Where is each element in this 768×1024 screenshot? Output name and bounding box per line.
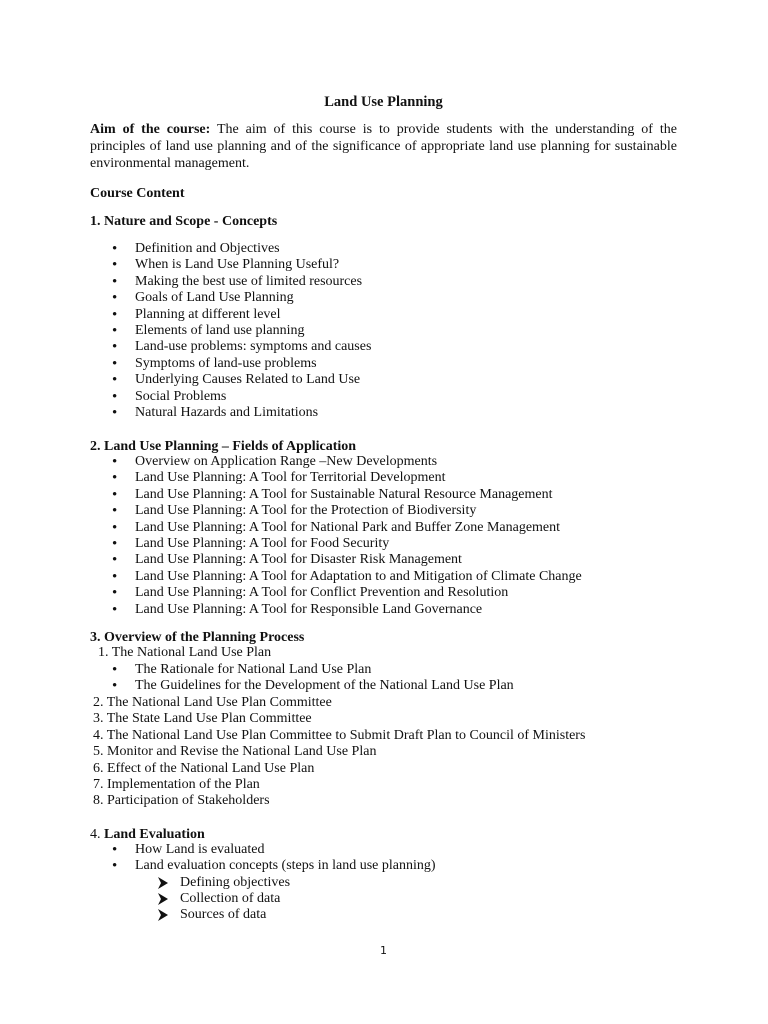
page-number: 1 — [380, 944, 387, 957]
list-item: • Land evaluation concepts (steps in land use planning) — [90, 858, 436, 874]
list-item: 4. The National Land Use Plan Committee to Submit Draft Plan to Council of Ministers — [93, 727, 586, 743]
list-item — [90, 891, 290, 907]
course-content-heading: Course Content — [90, 186, 185, 201]
list-item: • Social Problems — [90, 389, 371, 405]
list-item: • Natural Hazards and Limitations — [90, 405, 371, 421]
section-3-rest — [93, 695, 585, 810]
list-item: • Goals of Land Use Planning — [90, 290, 371, 306]
list-item: 3. The State Land Use Plan Committee — [93, 711, 312, 727]
list-item: 6. Effect of the National Land Use Plan — [93, 760, 315, 776]
section-4-list — [90, 842, 436, 875]
sub-item-label: Defining objectives — [180, 875, 291, 890]
document-title: Land Use Planning — [324, 94, 443, 110]
list-item: • Definition and Objectives — [90, 241, 371, 257]
list-item: 2. The National Land Use Plan Committee — [93, 695, 332, 710]
aim-text: The aim of this course is to provide students with the understanding of the principles of land use planning and of the significance of appropriate land use planning for sustainable environmental management. — [90, 122, 677, 171]
section-4-number: 4. — [90, 827, 101, 842]
list-item: • Land Use Planning: A Tool for the Protection of Biodiversity — [90, 503, 582, 519]
list-item — [90, 875, 290, 891]
section-1-heading: 1. Nature and Scope - Concepts — [90, 214, 278, 229]
list-item: • Land Use Planning: A Tool for Responsible Land Governance — [90, 602, 582, 618]
list-item: • Land-use problems: symptoms and causes — [90, 339, 371, 355]
list-item: • Land Use Planning: A Tool for Food Security — [90, 536, 582, 552]
list-item: • Elements of land use planning — [90, 323, 371, 339]
document-page — [90, 0, 677, 1024]
aim-label: Aim of the course: — [90, 122, 211, 137]
section-4-heading — [90, 826, 205, 843]
list-item: • Land Use Planning: A Tool for National Park and Buffer Zone Management — [90, 520, 582, 536]
arrowhead-bullet-icon — [157, 877, 169, 889]
list-item: • Land Use Planning: A Tool for Adaptation to and Mitigation of Climate Change — [90, 569, 582, 585]
list-item: • Land Use Planning: A Tool for Territorial Development — [90, 470, 582, 486]
list-item: • Land Use Planning: A Tool for Conflict Prevention and Resolution — [90, 585, 582, 601]
section-4-sublist — [90, 875, 290, 924]
section-3-heading: 3. Overview of the Planning Process — [90, 630, 305, 645]
list-item: 5. Monitor and Revise the National Land Use Plan — [93, 744, 377, 760]
arrowhead-bullet-icon — [157, 909, 169, 921]
section-4-title: Land Evaluation — [104, 827, 205, 842]
list-item: • Underlying Causes Related to Land Use — [90, 372, 371, 388]
section-3-item-1: 1. The National Land Use Plan — [98, 645, 272, 660]
list-item: • Land Use Planning: A Tool for Sustainable Natural Resource Management — [90, 487, 582, 503]
arrowhead-bullet-icon — [157, 893, 169, 905]
list-item: • Overview on Application Range –New Developments — [90, 454, 582, 470]
section-3-sublist — [90, 662, 514, 695]
list-item: • How Land is evaluated — [90, 842, 436, 858]
section-2-heading: 2. Land Use Planning – Fields of Application — [90, 439, 357, 454]
list-item: • Land Use Planning: A Tool for Disaster Risk Management — [90, 552, 582, 568]
section-1-list — [90, 241, 371, 421]
sub-item-label: Collection of data — [180, 891, 281, 907]
list-item: 7. Implementation of the Plan — [93, 777, 260, 793]
list-item — [90, 907, 290, 923]
course-aim — [90, 121, 677, 172]
list-item: • The Guidelines for the Development of the National Land Use Plan — [90, 678, 514, 694]
list-item: • Symptoms of land-use problems — [90, 356, 371, 372]
list-item: • When is Land Use Planning Useful? — [90, 257, 371, 273]
list-item: • Making the best use of limited resources — [90, 274, 371, 290]
list-item: • The Rationale for National Land Use Plan — [90, 662, 514, 678]
list-item: • Planning at different level — [90, 307, 371, 323]
list-item: 8. Participation of Stakeholders — [93, 793, 270, 809]
sub-item-label: Sources of data — [180, 907, 267, 923]
section-2-list — [90, 454, 582, 618]
